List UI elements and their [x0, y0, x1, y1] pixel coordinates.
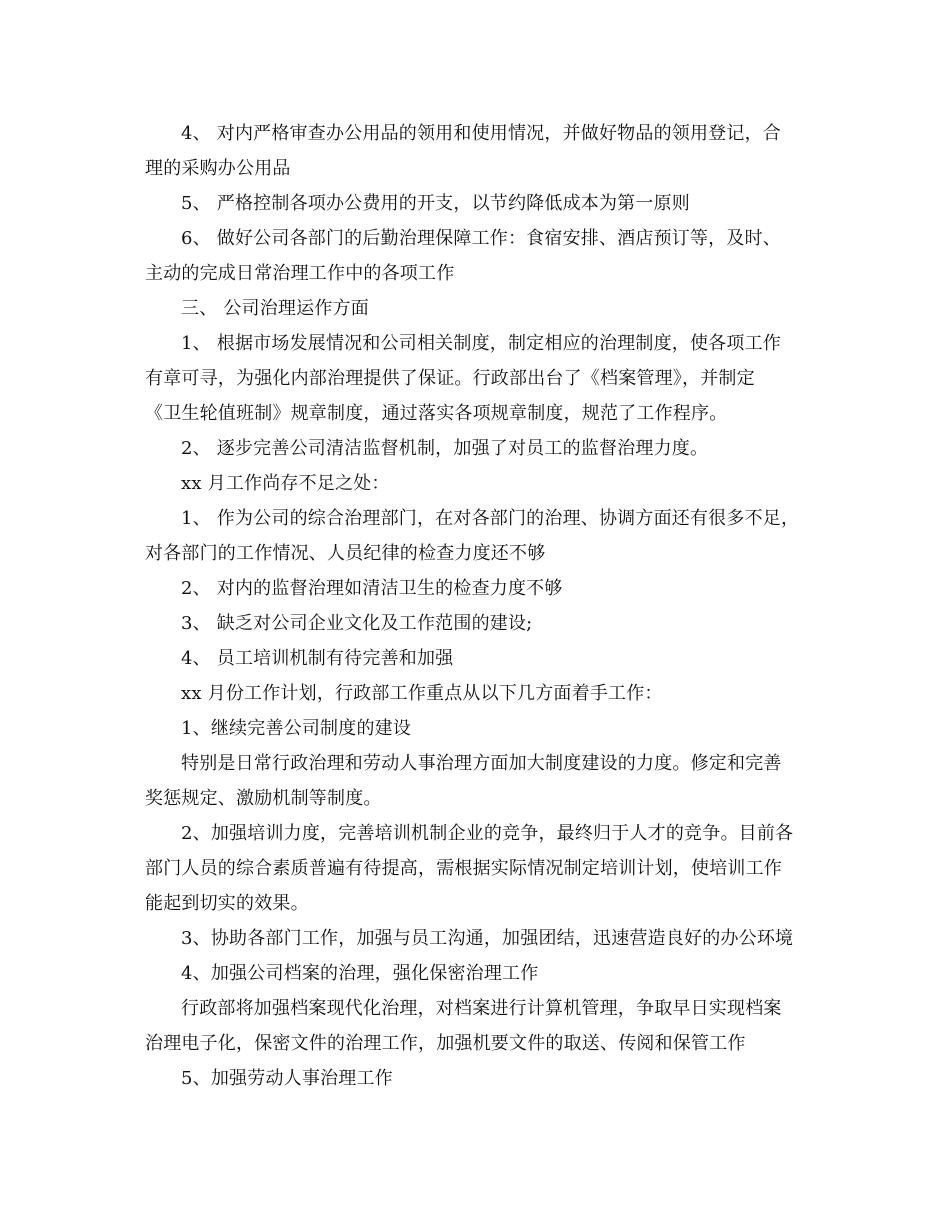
paragraph-line: 部门人员的综合素质普遍有待提高，需根据实际情况制定培训计划，使培训工作: [145, 858, 782, 879]
subsection-heading: xx 月份工作计划，行政部工作重点从以下几方面着手工作：: [181, 683, 663, 704]
paragraph-line: 6、 做好公司各部门的后勤治理保障工作：食宿安排、酒店预订等，及时、: [181, 228, 781, 249]
paragraph-line: 特别是日常行政治理和劳动人事治理方面加大制度建设的力度。修定和完善: [181, 753, 782, 774]
section-heading: 三、 公司治理运作方面: [181, 298, 369, 319]
document-body: [145, 116, 810, 1096]
paragraph-line: 有章可寻，为强化内部治理提供了保证。行政部出台了《档案管理》，并制定: [145, 368, 755, 389]
paragraph-line: 2、 逐步完善公司清洁监督机制，加强了对员工的监督治理力度。: [181, 438, 709, 459]
paragraph-line: 理的采购办公用品: [145, 158, 291, 179]
paragraph-line: 能起到切实的效果。: [145, 893, 309, 914]
paragraph-line: 4、 对内严格审查办公用品的领用和使用情况，并做好物品的领用登记，合: [181, 123, 781, 144]
paragraph-line: 对各部门的工作情况、人员纪律的检查力度还不够: [145, 543, 546, 564]
paragraph-line: 《卫生轮值班制》规章制度，通过落实各项规章制度，规范了工作程序。: [145, 403, 728, 424]
paragraph-line: 1、 根据市场发展情况和公司相关制度，制定相应的治理制度，使各项工作: [181, 333, 781, 354]
paragraph-line: 4、加强公司档案的治理，强化保密治理工作: [181, 963, 539, 984]
paragraph-line: 治理电子化，保密文件的治理工作，加强机要文件的取送、传阅和保管工作: [145, 1033, 746, 1054]
paragraph-line: 行政部将加强档案现代化治理，对档案进行计算机管理，争取早日实现档案: [181, 998, 782, 1019]
subsection-heading: xx 月工作尚存不足之处：: [181, 473, 390, 494]
paragraph-line: 4、 员工培训机制有待完善和加强: [181, 648, 454, 669]
paragraph-line: 奖惩规定、激励机制等制度。: [145, 788, 382, 809]
paragraph-line: 2、加强培训力度，完善培训机制企业的竞争，最终归于人才的竞争。目前各: [181, 823, 794, 844]
paragraph-line: 5、加强劳动人事治理工作: [181, 1068, 393, 1089]
paragraph-line: 3、 缺乏对公司企业文化及工作范围的建设;: [181, 613, 533, 634]
paragraph-line: 1、 作为公司的综合治理部门，在对各部门的治理、协调方面还有很多不足，: [181, 508, 800, 529]
paragraph-line: 2、 对内的监督治理如清洁卫生的检查力度不够: [181, 578, 563, 599]
paragraph-line: 3、协助各部门工作，加强与员工沟通，加强团结，迅速营造良好的办公环境: [181, 928, 794, 949]
paragraph-line: 主动的完成日常治理工作中的各项工作: [145, 263, 455, 284]
paragraph-line: 1、继续完善公司制度的建设: [181, 718, 412, 739]
paragraph-line: 5、 严格控制各项办公费用的开支，以节约降低成本为第一原则: [181, 193, 690, 214]
